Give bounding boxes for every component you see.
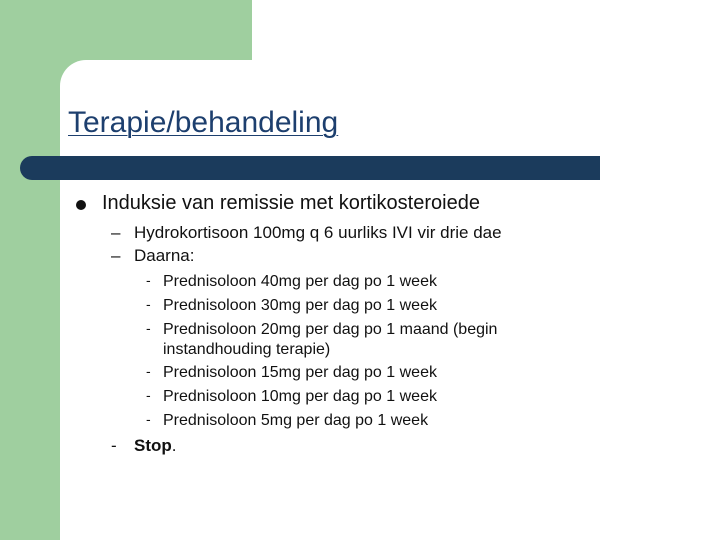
small-dash-icon: - <box>146 411 151 427</box>
stop-label: Stop <box>134 436 172 455</box>
decor-green-left <box>0 0 60 540</box>
slide-title: Terapie/behandeling <box>68 106 339 139</box>
small-dash-icon: - <box>146 363 151 379</box>
small-dash-icon: - <box>146 387 151 403</box>
bullet-induction: Induksie van remissie met kortikosteroiede <box>102 192 480 214</box>
small-dash-icon: - <box>146 272 151 288</box>
small-dash-icon: - <box>146 296 151 312</box>
bullet-dot-icon <box>76 200 86 210</box>
schedule-item: Prednisoloon 20mg per dag po 1 maand (begin instandhouding terapie) <box>163 321 498 358</box>
title-bar <box>20 156 600 180</box>
stop-period: . <box>171 436 177 455</box>
sub-item-hydrocortisone: Hydrokortisoon 100mg q 6 uurliks IVI vir drie dae <box>134 223 502 242</box>
small-dash-icon: - <box>146 320 151 336</box>
sub-item-thereafter: Daarna: <box>134 246 195 265</box>
dash-icon: - <box>111 436 117 455</box>
dash-icon: – <box>111 246 121 265</box>
sub-item-stop <box>134 436 177 456</box>
schedule-item: Prednisoloon 5mg per dag po 1 week <box>163 412 429 429</box>
schedule-item: Prednisoloon 40mg per dag po 1 week <box>163 273 437 290</box>
schedule-item: Prednisoloon 30mg per dag po 1 week <box>163 297 437 314</box>
dash-icon: – <box>111 223 121 242</box>
schedule-item: Prednisoloon 10mg per dag po 1 week <box>163 388 437 405</box>
schedule-item: Prednisoloon 15mg per dag po 1 week <box>163 364 437 381</box>
